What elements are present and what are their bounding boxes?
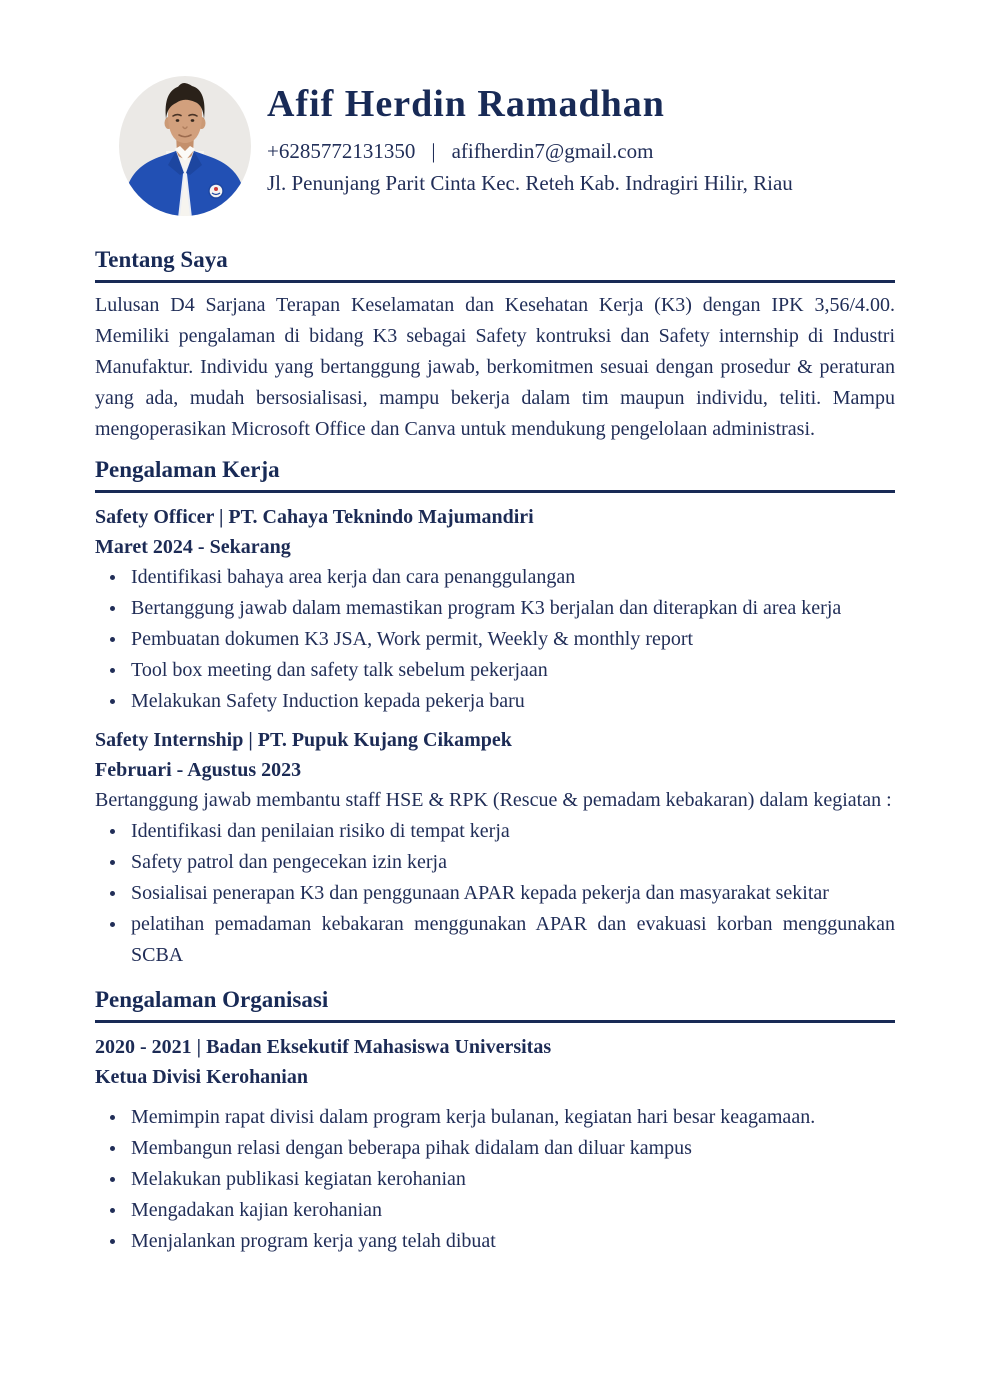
person-name: Afif Herdin Ramadhan — [267, 83, 665, 125]
job-title: Safety Officer | PT. Cahaya Teknindo Majumandiri — [95, 506, 534, 528]
bullet-item: Bertanggung jawab dalam memastikan program K3 berjalan dan diterapkan di area kerja — [131, 593, 895, 624]
bullet-item: Identifikasi bahaya area kerja dan cara penanggulangan — [131, 562, 895, 593]
contact-line — [267, 137, 793, 165]
job-bullets — [95, 816, 895, 971]
bullet-item: Pembuatan dokumen K3 JSA, Work permit, Weekly & monthly report — [131, 624, 895, 655]
job-date: Februari - Agustus 2023 — [95, 759, 302, 781]
contact-separator: | — [431, 139, 436, 163]
bullet-item: Sosialisai penerapan K3 dan penggunaan APAR kepada pekerja dan masyarakat sekitar — [131, 878, 895, 909]
job-entry-2 — [95, 725, 895, 971]
work-heading: Pengalaman Kerja — [95, 457, 895, 493]
organization-entry — [95, 1032, 895, 1257]
bullet-item: Memimpin rapat divisi dalam program kerja bulanan, kegiatan hari besar keagamaan. — [131, 1102, 895, 1133]
bullet-item: pelatihan pemadaman kebakaran menggunakan APAR dan evakuasi korban menggunakan SCBA — [131, 909, 895, 971]
address-line: Jl. Penunjang Parit Cinta Kec. Reteh Kab. Indragiri Hilir, Riau — [267, 171, 793, 195]
bullet-item: Safety patrol dan pengecekan izin kerja — [131, 847, 895, 878]
section-organization — [95, 987, 895, 1257]
email-address: afifherdin7@gmail.com — [451, 139, 654, 163]
header — [95, 75, 895, 217]
job-intro: Bertanggung jawab membantu staff HSE & RPK (Rescue & pemadam kebakaran) dalam kegiatan : — [95, 789, 892, 811]
header-text — [267, 75, 793, 197]
bullet-item: Melakukan publikasi kegiatan kerohanian — [131, 1164, 895, 1195]
bullet-item: Menjalankan program kerja yang telah dibuat — [131, 1226, 895, 1257]
bullet-item: Melakukan Safety Induction kepada pekerja baru — [131, 686, 895, 717]
bullet-item: Mengadakan kajian kerohanian — [131, 1195, 895, 1226]
organization-title: 2020 - 2021 | Badan Eksekutif Mahasiswa Universitas — [95, 1036, 552, 1058]
about-text: Lulusan D4 Sarjana Terapan Keselamatan dan Kesehatan Kerja (K3) dengan IPK 3,56/4.00. Memiliki pengalaman di bidang K3 sebagai Safety kontruksi dan Safety internship di Industri Manufaktur. Individu yang bertanggung jawab, berkomitmen sesuai dengan prosedur & peraturan yang ada, mudah bersosialisasi, mampu bekerja dalam tim maupun individu, teliti. Mampu mengoperasikan Microsoft Office dan Canva untuk mendukung pengelolaan administrasi. — [95, 294, 895, 440]
job-title: Safety Internship | PT. Pupuk Kujang Cikampek — [95, 729, 512, 751]
organization-bullets — [95, 1102, 895, 1257]
profile-photo-illustration — [118, 75, 252, 217]
organization-heading: Pengalaman Organisasi — [95, 987, 895, 1023]
job-bullets — [95, 562, 895, 717]
bullet-item: Identifikasi dan penilaian risiko di tempat kerja — [131, 816, 895, 847]
profile-photo — [118, 75, 252, 217]
section-about — [95, 247, 895, 445]
bullet-item: Tool box meeting dan safety talk sebelum pekerjaan — [131, 655, 895, 686]
organization-role: Ketua Divisi Kerohanian — [95, 1066, 308, 1088]
job-entry-1 — [95, 502, 895, 717]
phone-number: +6285772131350 — [267, 139, 416, 163]
bullet-item: Membangun relasi dengan beberapa pihak didalam dan diluar kampus — [131, 1133, 895, 1164]
about-heading: Tentang Saya — [95, 247, 895, 283]
section-work — [95, 457, 895, 971]
job-date: Maret 2024 - Sekarang — [95, 536, 291, 558]
